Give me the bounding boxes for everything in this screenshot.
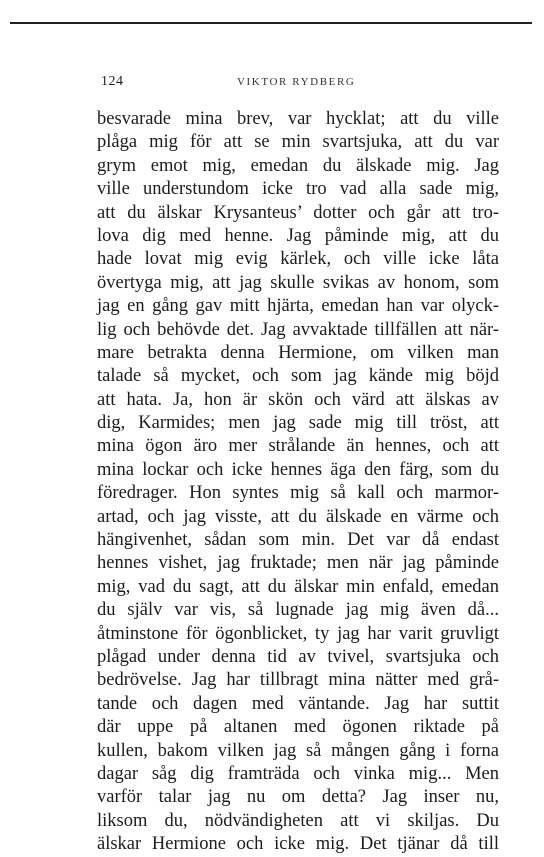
text-line: tande och dagen med väntande. Jag har suttit bbox=[97, 693, 499, 714]
text-line: besvarade mina brev, var hycklat; att du ville bbox=[97, 109, 499, 129]
text-line: mina ögon äro mer strålande än hennes, och att bbox=[97, 436, 499, 457]
text-line: artad, och jag visste, att du älskade en värme och bbox=[97, 506, 499, 527]
text-line: där uppe på altanen med ögonen riktade på bbox=[97, 717, 499, 738]
running-head bbox=[101, 74, 499, 90]
text-line: plågad under denna tid av tvivel, svartsjuka och bbox=[97, 646, 499, 667]
text-line: bedrövelse. Jag har tillbragt mina nätter med grå- bbox=[97, 670, 499, 691]
text-line: övertyga mig, att jag skulle svikas av honom, som bbox=[97, 272, 499, 293]
text-line: jag en gång gav mitt hjärta, emedan han var olyck- bbox=[97, 296, 499, 317]
text-line: du själv var vis, så lugnade jag mig även då... bbox=[97, 600, 499, 621]
text-line: dagar såg dig framträda och vinka mig... Men bbox=[97, 763, 499, 784]
text-line: mina lockar och icke hennes äga den färg, som du bbox=[97, 459, 499, 480]
text-line: dig, Karmides; men jag sade mig till tröst, att bbox=[97, 413, 499, 434]
text-line: hennes vishet, jag fruktade; men när jag påminde bbox=[97, 553, 499, 574]
text-line: talade så mycket, och som jag kände mig böjd bbox=[97, 366, 499, 387]
text-line: älskar Hermione och icke mig. Det tjänar då till bbox=[97, 834, 499, 855]
top-rule bbox=[10, 22, 532, 24]
text-line: plåga mig för att se min svartsjuka, att du var bbox=[97, 132, 499, 153]
text-line: varför talar jag nu om detta? Jag inser nu, bbox=[97, 787, 499, 808]
body-text bbox=[97, 108, 499, 857]
text-line: mare betrakta denna Hermione, om vilken man bbox=[97, 342, 499, 363]
text-line: åtminstone för ögonblicket, ty jag har varit gruvligt bbox=[97, 623, 499, 644]
text-line: kullen, bakom vilken jag så mången gång i forna bbox=[97, 740, 499, 761]
running-title: VIKTOR RYDBERG bbox=[237, 76, 356, 88]
text-line: att du älskar Krysanteus’ dotter och går att tro- bbox=[97, 202, 499, 223]
text-line: ville understundom icke tro vad alla sade mig, bbox=[97, 179, 499, 200]
text-line: föredrager. Hon syntes mig så kall och marmor- bbox=[97, 483, 499, 504]
text-line: hängivenhet, sådan som min. Det var då endast bbox=[97, 530, 499, 551]
text-line: lova dig med henne. Jag påminde mig, att du bbox=[97, 225, 499, 246]
text-line: lig och behövde det. Jag avvaktade tillfällen att när- bbox=[97, 319, 499, 340]
text-line: hade lovat mig evig kärlek, och ville icke låta bbox=[97, 249, 499, 270]
text-line: mig, vad du sagt, att du älskar min enfald, emedan bbox=[97, 576, 499, 597]
page-number: 124 bbox=[101, 74, 124, 89]
text-line: liksom du, nödvändigheten att vi skiljas. Du bbox=[97, 810, 499, 831]
text-line: grym emot mig, emedan du älskade mig. Jag bbox=[97, 155, 499, 176]
text-line: att hata. Ja, hon är skön och värd att älskas av bbox=[97, 389, 499, 410]
